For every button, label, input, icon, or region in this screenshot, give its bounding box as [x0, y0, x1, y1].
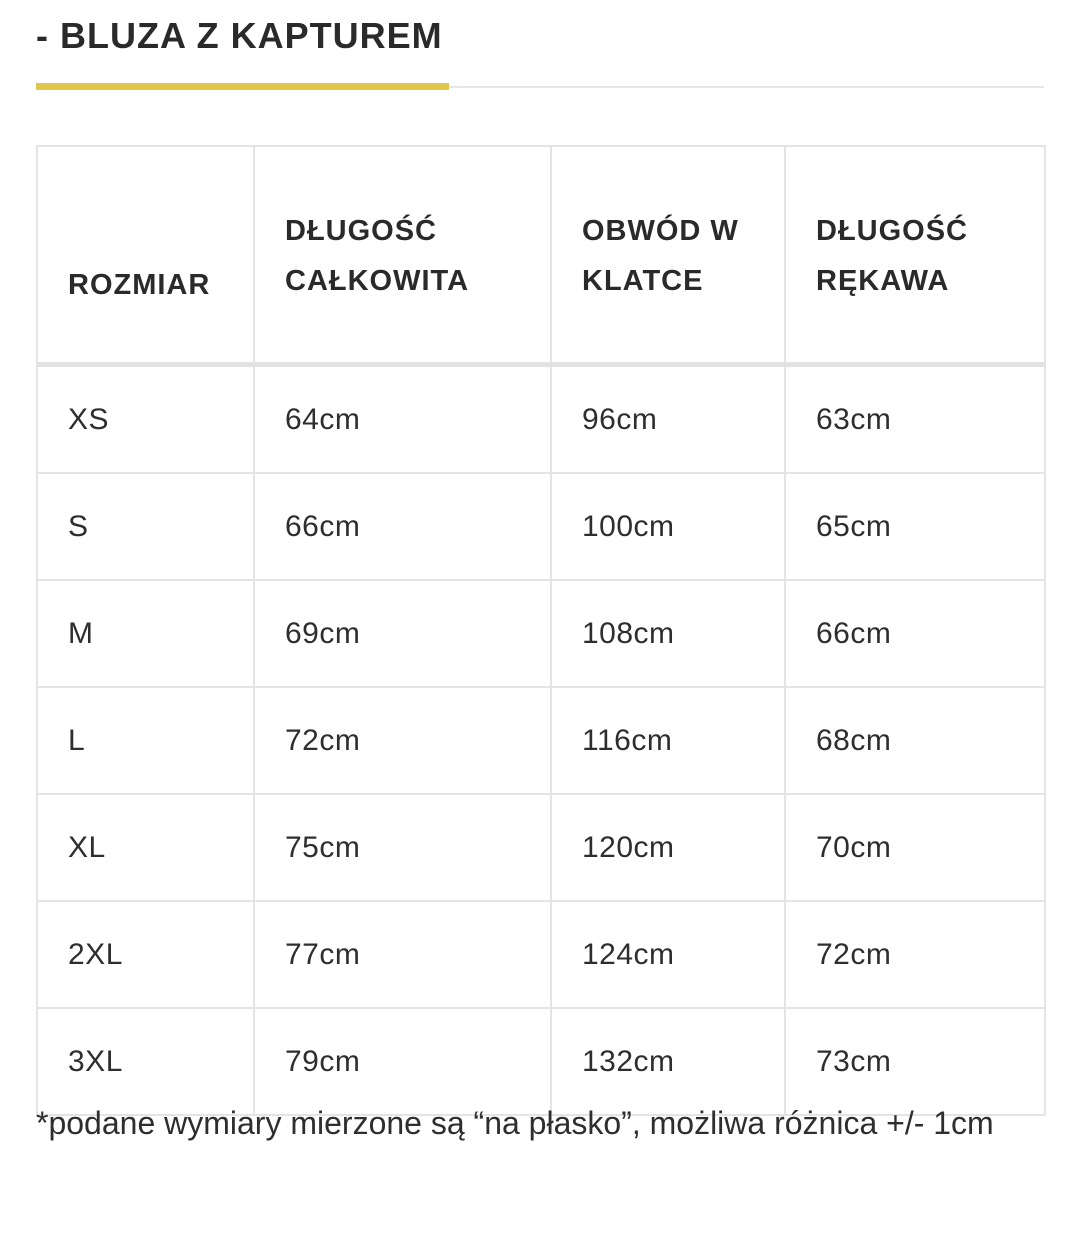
table-row — [37, 687, 1045, 794]
cell-size: XL — [37, 794, 254, 901]
cell-total-length: 66cm — [254, 473, 551, 580]
cell-size: XS — [37, 365, 254, 474]
cell-total-length: 79cm — [254, 1008, 551, 1115]
measurement-footnote: *podane wymiary mierzone są “na płasko”, możliwa różnica +/- 1cm — [36, 1105, 994, 1141]
section-title: - BLUZA Z KAPTUREM — [36, 15, 443, 56]
table-row — [37, 901, 1045, 1008]
cell-sleeve-length: 66cm — [785, 580, 1045, 687]
cell-total-length: 64cm — [254, 365, 551, 474]
cell-total-length: 72cm — [254, 687, 551, 794]
header-total-length: DŁUGOŚĆ CAŁKOWITA — [254, 146, 551, 365]
cell-size: 2XL — [37, 901, 254, 1008]
size-chart-table — [36, 145, 1046, 1116]
cell-sleeve-length: 68cm — [785, 687, 1045, 794]
cell-sleeve-length: 65cm — [785, 473, 1045, 580]
cell-chest-circumference: 124cm — [551, 901, 785, 1008]
table-row — [37, 473, 1045, 580]
table-row — [37, 794, 1045, 901]
cell-size: S — [37, 473, 254, 580]
cell-total-length: 69cm — [254, 580, 551, 687]
cell-total-length: 75cm — [254, 794, 551, 901]
header-chest-circumference: OBWÓD W KLATCE — [551, 146, 785, 365]
header-sleeve-length: DŁUGOŚĆ RĘKAWA — [785, 146, 1045, 365]
header-size: ROZMIAR — [37, 146, 254, 365]
cell-chest-circumference: 100cm — [551, 473, 785, 580]
cell-total-length: 77cm — [254, 901, 551, 1008]
cell-sleeve-length: 70cm — [785, 794, 1045, 901]
cell-sleeve-length: 63cm — [785, 365, 1045, 474]
cell-chest-circumference: 96cm — [551, 365, 785, 474]
cell-chest-circumference: 116cm — [551, 687, 785, 794]
title-divider-accent — [36, 83, 449, 90]
cell-chest-circumference: 132cm — [551, 1008, 785, 1115]
cell-size: L — [37, 687, 254, 794]
table-row — [37, 580, 1045, 687]
cell-size: 3XL — [37, 1008, 254, 1115]
cell-size: M — [37, 580, 254, 687]
table-row — [37, 365, 1045, 474]
table-header-row — [37, 146, 1045, 365]
cell-chest-circumference: 108cm — [551, 580, 785, 687]
cell-chest-circumference: 120cm — [551, 794, 785, 901]
cell-sleeve-length: 73cm — [785, 1008, 1045, 1115]
cell-sleeve-length: 72cm — [785, 901, 1045, 1008]
